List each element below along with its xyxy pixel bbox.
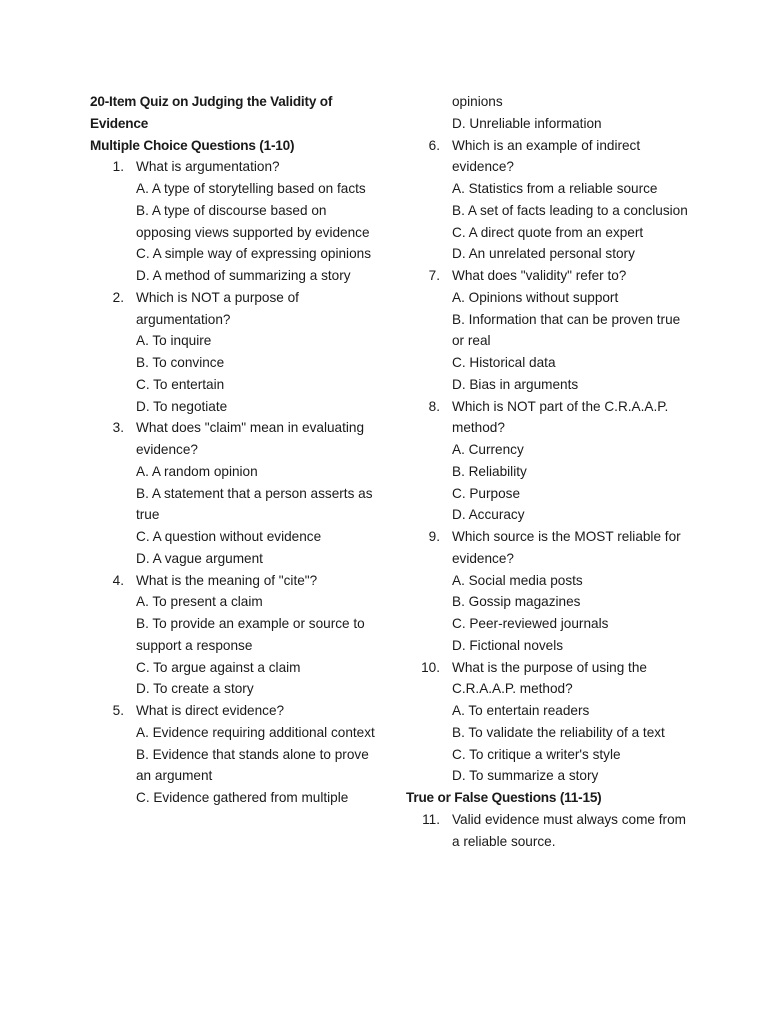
- answer-option: B. A set of facts leading to a conclusion: [452, 202, 688, 218]
- answer-option: C. A direct quote from an expert: [452, 224, 644, 240]
- answer-option: B. To validate the reliability of a text: [452, 724, 665, 740]
- question-item: [90, 287, 380, 418]
- question-item: [406, 265, 696, 396]
- question-text: Which source is the MOST reliable for evidence?: [452, 529, 681, 566]
- section-heading-multiple-choice: Multiple Choice Questions (1-10): [90, 137, 295, 153]
- answer-option: C. To argue against a claim: [136, 659, 301, 675]
- answer-option: A. To entertain readers: [452, 703, 590, 718]
- answer-option: D. To create a story: [136, 681, 254, 697]
- answer-option: D. Bias in arguments: [452, 376, 579, 392]
- question-number: 8.: [428, 398, 440, 414]
- answer-option: B. To convince: [136, 355, 225, 370]
- answer-option: A. To present a claim: [136, 594, 263, 610]
- question-number: 9.: [428, 529, 440, 544]
- answer-option: B. To provide an example or source to support a response: [136, 616, 365, 653]
- answer-option: D. To summarize a story: [452, 768, 599, 784]
- question-item: [90, 417, 380, 569]
- answer-option: C. To entertain: [136, 376, 225, 392]
- question-text: What is argumentation?: [136, 159, 280, 175]
- question-number: 5.: [112, 703, 124, 718]
- question-text: Which is an example of indirect evidence?: [452, 137, 641, 175]
- quiz-title: [90, 91, 380, 135]
- answer-option: B. Gossip magazines: [452, 594, 581, 610]
- answer-option: A. Social media posts: [452, 572, 583, 588]
- answer-option: A. A random opinion: [136, 463, 258, 479]
- answer-option: B. Evidence that stands alone to prove an argument: [136, 746, 369, 784]
- answer-option: D. A method of summarizing a story: [136, 268, 351, 283]
- question-text: Which is NOT a purpose of argumentation?: [136, 289, 299, 327]
- answer-option: C. To critique a writer's style: [452, 746, 621, 762]
- left-column: [90, 91, 380, 809]
- answer-option: A. To inquire: [136, 333, 212, 349]
- question-item: [406, 657, 696, 788]
- question-number: 11.: [422, 811, 440, 827]
- answer-option: C. A simple way of expressing opinions: [136, 246, 371, 262]
- question-text: What is the purpose of using the C.R.A.A.P. method?: [452, 659, 647, 697]
- answer-option: B. A statement that a person asserts as true: [136, 485, 373, 523]
- answer-option: A. Statistics from a reliable source: [452, 181, 658, 196]
- answer-option: C. Historical data: [452, 355, 556, 370]
- answer-option: A. Currency: [452, 442, 524, 457]
- answer-option: A. Evidence requiring additional context: [136, 724, 375, 740]
- answer-option: A. A type of storytelling based on facts: [136, 181, 366, 196]
- section-heading-true-false: True or False Questions (11-15): [406, 790, 602, 805]
- right-column: [406, 91, 696, 852]
- answer-option: D. A vague argument: [136, 550, 263, 566]
- question-number: 2.: [112, 289, 124, 305]
- question-text: What does "claim" mean in evaluating evidence?: [136, 420, 365, 457]
- answer-option: B. Reliability: [452, 463, 527, 479]
- question-number: 10.: [421, 659, 440, 675]
- answer-option: B. Information that can be proven true or real: [452, 311, 681, 349]
- answer-option: C. Peer-reviewed journals: [452, 616, 609, 631]
- question-item: [90, 156, 380, 287]
- quiz-title-line1: 20-Item Quiz on Judging the Validity of: [90, 94, 333, 109]
- answer-option: C. Evidence gathered from multiple: [136, 790, 349, 805]
- question-number: 6.: [428, 137, 440, 153]
- answer-option: D. Unreliable information: [452, 115, 602, 131]
- question-item: [406, 135, 696, 266]
- question-item: [90, 700, 380, 809]
- answer-option-continuation: opinions: [452, 94, 503, 109]
- question-item: [90, 570, 380, 701]
- answer-option: C. Purpose: [452, 485, 521, 501]
- question-text: What does "validity" refer to?: [452, 268, 627, 283]
- question-text: What is direct evidence?: [136, 703, 285, 718]
- answer-option: B. A type of discourse based on opposing views supported by evidence: [136, 202, 370, 240]
- answer-option: D. An unrelated personal story: [452, 246, 635, 262]
- answer-option: D. Fictional novels: [452, 637, 564, 653]
- question-text: Valid evidence must always come from a reliable source.: [452, 811, 686, 849]
- answer-option: D. Accuracy: [452, 507, 525, 523]
- quiz-title-line2: Evidence: [90, 115, 149, 131]
- question-item: [406, 526, 696, 657]
- question-number: 3.: [112, 420, 124, 436]
- question-text: Which is NOT part of the C.R.A.A.P. method?: [452, 398, 669, 436]
- question-item: [406, 396, 696, 527]
- answer-option: A. Opinions without support: [452, 289, 619, 305]
- question-number: 7.: [428, 268, 440, 283]
- question-number: 4.: [112, 572, 124, 588]
- answer-option: D. To negotiate: [136, 398, 228, 414]
- question-item: [406, 809, 696, 853]
- question-text: What is the meaning of "cite"?: [136, 572, 318, 588]
- question-number: 1.: [112, 159, 124, 175]
- answer-option: C. A question without evidence: [136, 529, 322, 544]
